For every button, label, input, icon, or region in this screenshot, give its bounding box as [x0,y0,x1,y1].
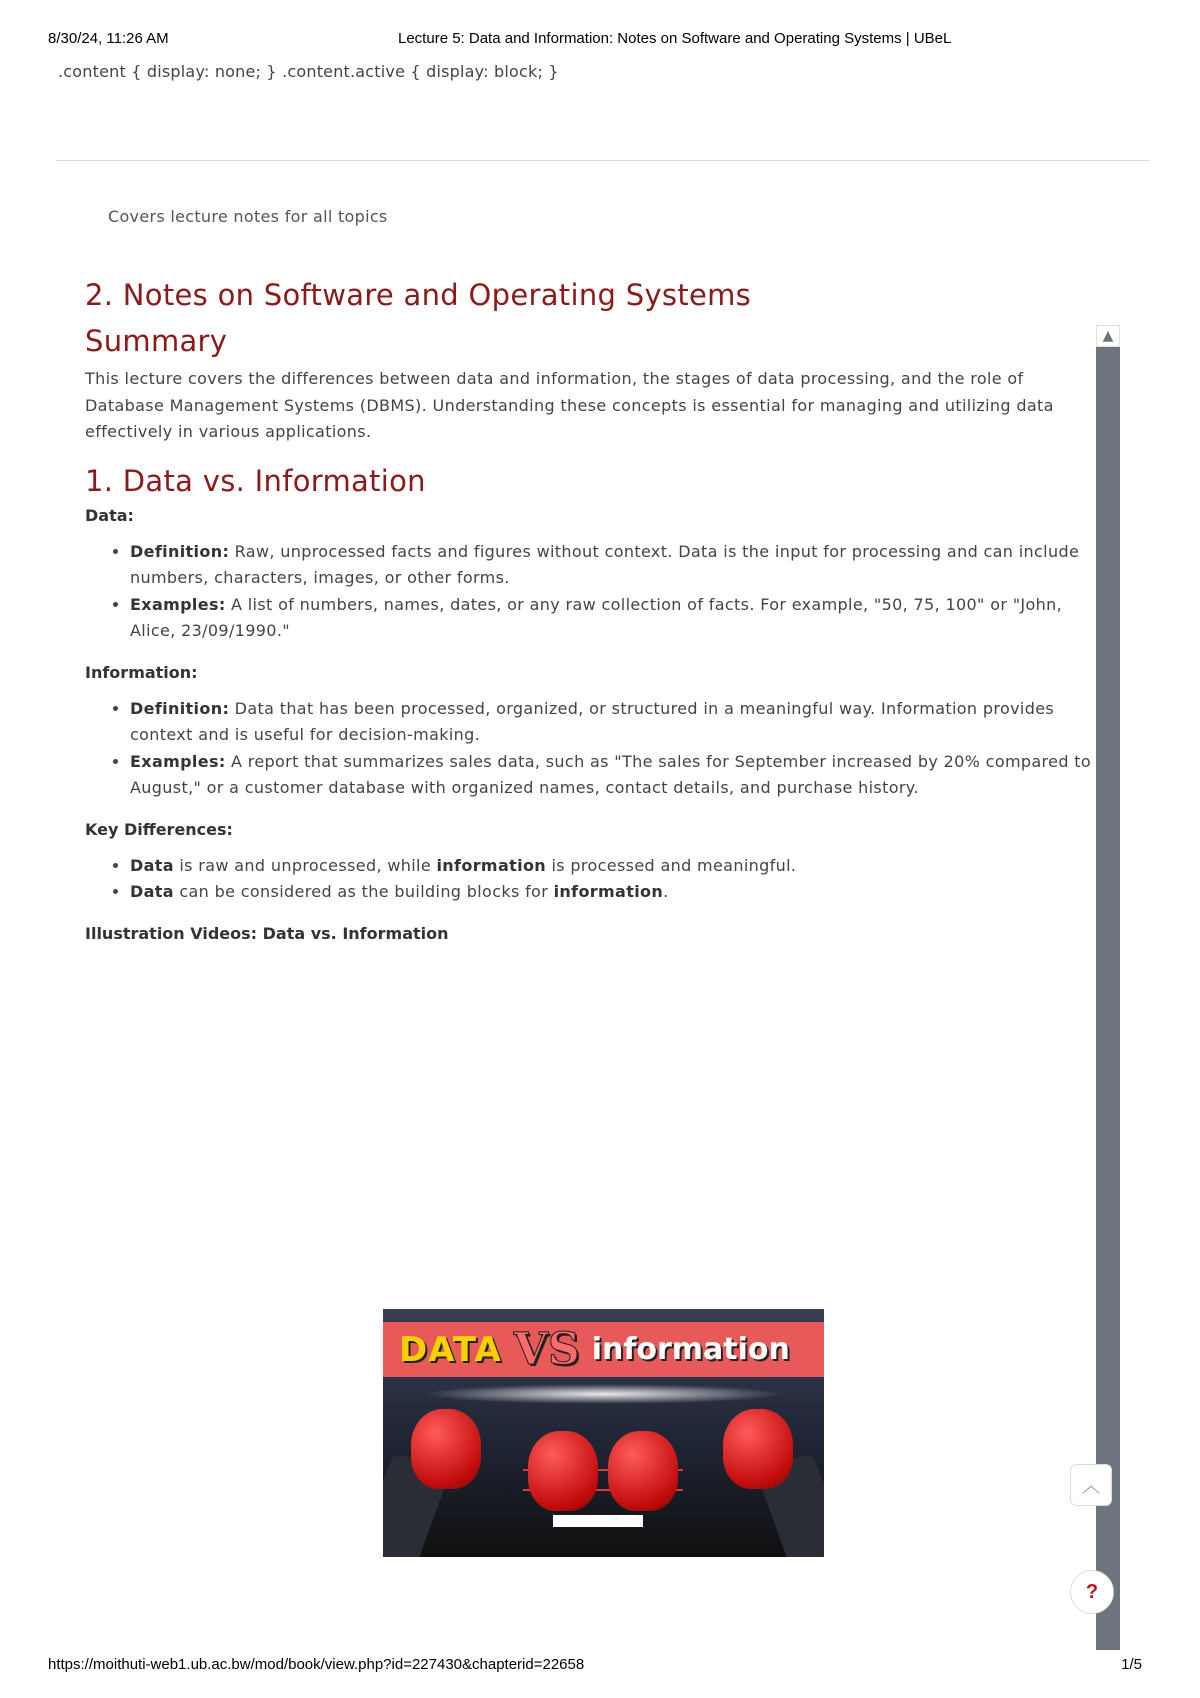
summary-text: This lecture covers the differences between data and information, the stages of data processing, and the role of Database Management Systems (DBMS). Understanding these concepts is essential for managing and utilizing data effectively in various applications. [85,369,1054,441]
thumb-word-data: DATA [399,1329,502,1370]
list-item [130,853,1097,880]
bold-term: Data [130,855,174,875]
boxing-glove-icon [528,1431,598,1511]
illustration-videos-label: Illustration Videos: Data vs. Information [85,923,449,943]
boxing-glove-icon [411,1409,481,1489]
book-content [85,278,1097,957]
print-page-number: 1/5 [1121,1656,1142,1673]
list-item-text: Raw, unprocessed facts and figures without context. Data is the input for processing and can include numbers, characters, images, or other forms. [130,541,1080,587]
list-item [130,696,1097,749]
list-item-term: Definition: [130,698,230,718]
list-item-text: Data that has been processed, organized, or structured in a meaningful way. Information provides context and is useful for decision-making. [130,698,1055,744]
print-page-title: Lecture 5: Data and Information: Notes on Software and Operating Systems | UBeL [398,30,952,47]
list-item-text: . [663,882,669,901]
information-list [85,696,1097,802]
boxing-glove-icon [608,1431,678,1511]
scrollbar[interactable] [1096,325,1120,1650]
list-item-term: Examples: [130,751,226,771]
video-thumbnail[interactable] [383,1309,824,1557]
bold-term: information [436,855,547,875]
key-differences-list [85,853,1097,906]
data-label: Data: [85,505,134,525]
list-item-text: A report that summarizes sales data, such as "The sales for September increased by 20% compared to August," or a customer database with organized names, contact details, and purchase history. [130,751,1092,797]
bold-term: Data [130,882,174,901]
back-to-top-button[interactable]: ︿ [1070,1464,1112,1506]
css-leak-text: .content { display: none; } .content.active { display: block; } [58,62,559,81]
help-button[interactable]: ? [1070,1570,1114,1614]
print-header [48,30,1152,50]
list-item-text: A list of numbers, names, dates, or any raw collection of facts. For example, "50, 75, 100" or "John, Alice, 23/09/1990." [130,594,1063,640]
scroll-up-arrow-icon[interactable]: ▲ [1096,325,1120,347]
data-list [85,539,1097,645]
summary-heading: Summary [85,324,228,358]
list-item [130,592,1097,645]
list-item-text: can be considered as the building blocks for [173,882,554,901]
bold-term: information [553,882,664,901]
page-title: 2. Notes on Software and Operating Systems [85,278,752,312]
ring-lights [423,1384,784,1404]
key-differences-label: Key Differences: [85,819,233,839]
print-footer [48,1656,1152,1676]
section-heading-data-vs-info: 1. Data vs. Information [85,463,426,498]
list-item-text: is processed and meaningful. [546,855,797,875]
list-item [130,539,1097,592]
list-item-text: is raw and unprocessed, while [173,855,437,875]
book-description: Covers lecture notes for all topics [108,207,388,226]
ring-floor [553,1515,643,1527]
boxing-glove-icon [723,1409,793,1489]
list-item-term: Examples: [130,594,226,614]
thumb-word-information: information [591,1332,790,1367]
print-datetime: 8/30/24, 11:26 AM [48,30,169,47]
list-item-term: Definition: [130,541,230,561]
thumbnail-banner [383,1322,824,1377]
print-url: https://moithuti-web1.ub.ac.bw/mod/book/view.php?id=227430&chapterid=22658 [48,1656,585,1673]
divider [56,160,1150,161]
list-item [130,879,1097,906]
thumb-word-vs: VS [513,1324,580,1375]
list-item [130,749,1097,802]
information-label: Information: [85,662,198,682]
